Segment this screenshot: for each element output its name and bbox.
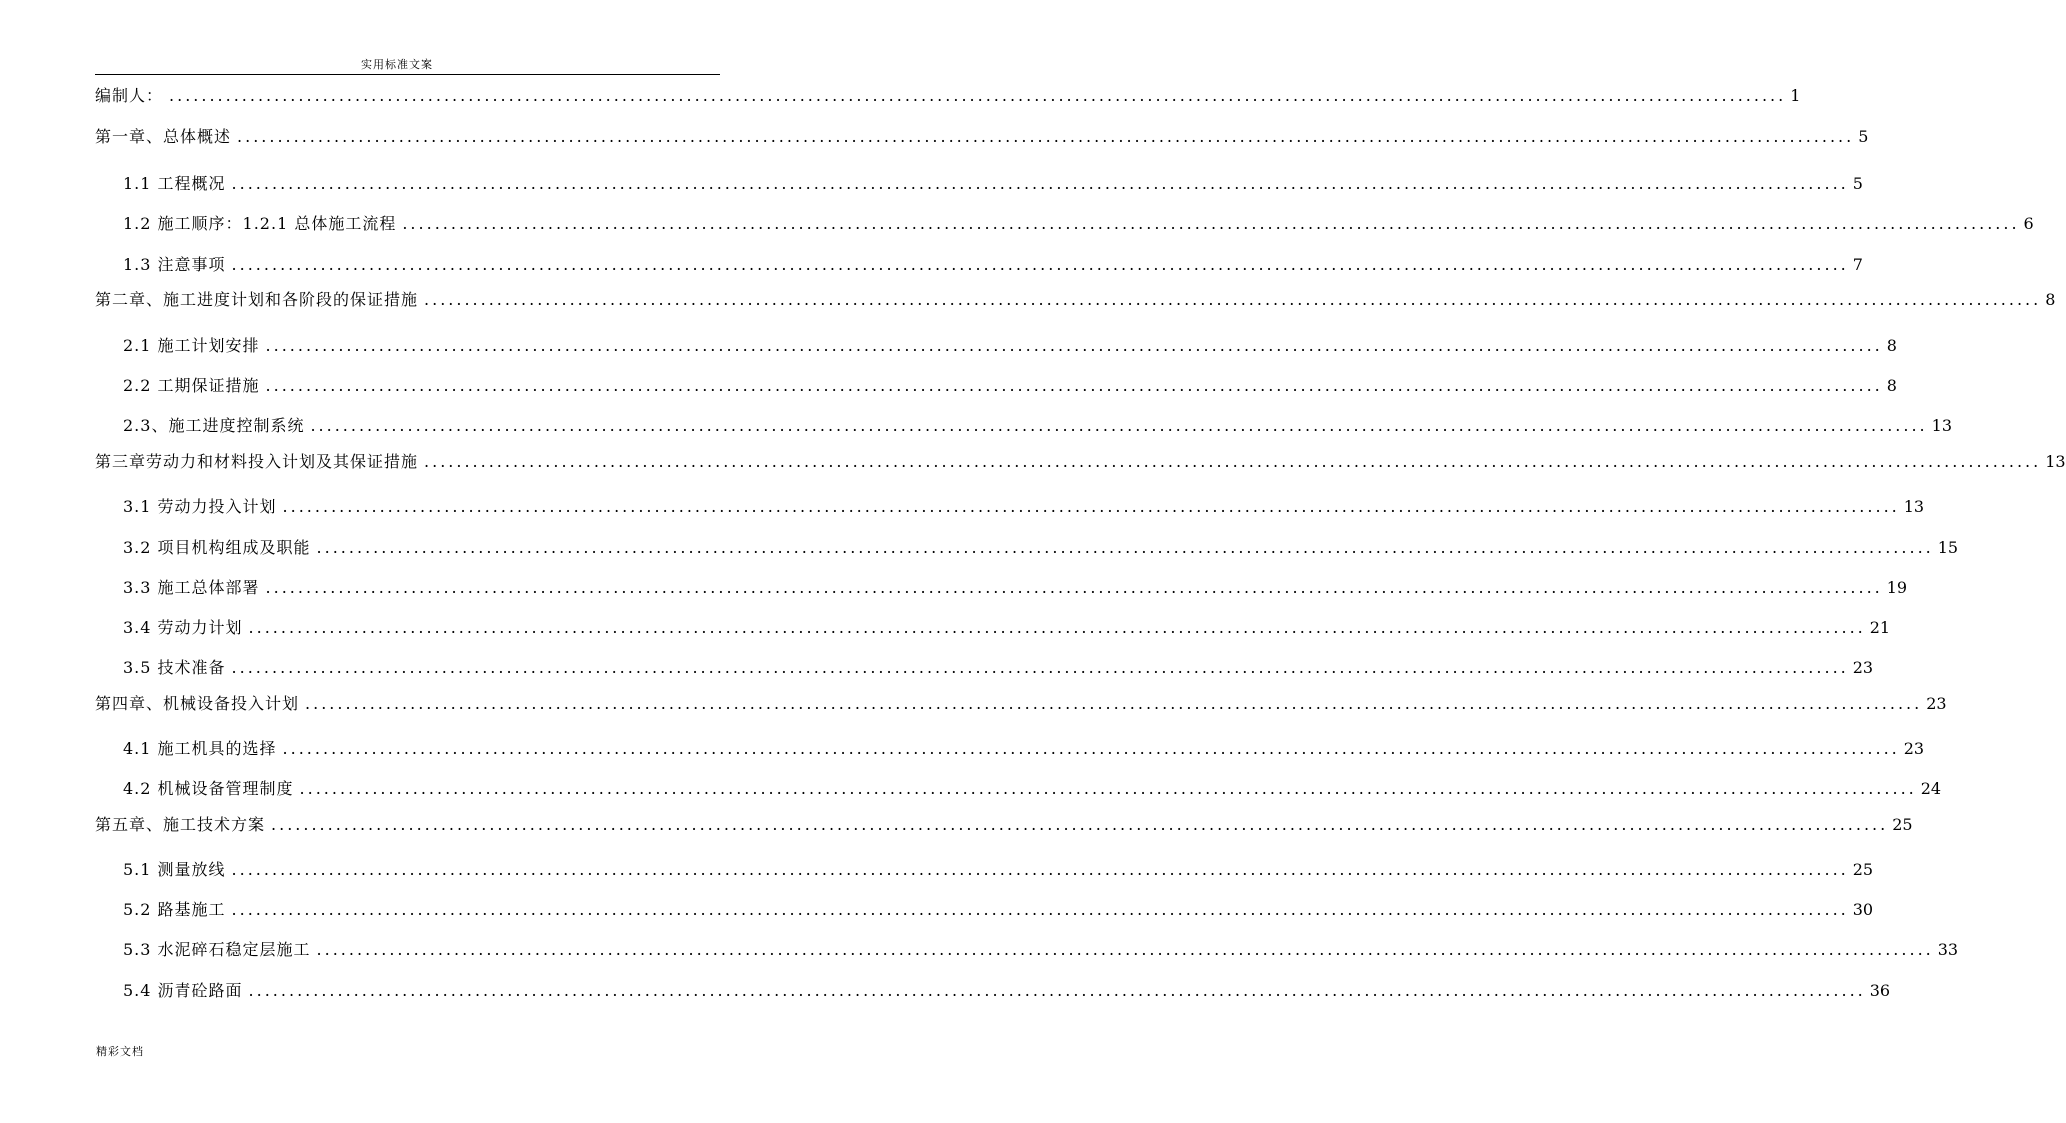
toc-entry-title: 2.1 施工计划安排 [123, 336, 260, 355]
toc-dot-leader: ........................................................................................................................................................................................................ [282, 739, 1900, 758]
toc-entry-title: 2.3、施工进度控制系统 [123, 416, 305, 435]
toc-entry-title: 4.2 机械设备管理制度 [123, 779, 294, 798]
toc-entry-page-number: 13 [1931, 416, 1952, 435]
toc-entry-page-number: 13 [1903, 497, 1925, 516]
toc-entry-page-number: 1 [1790, 86, 1801, 105]
toc-dot-leader: ........................................................................................................................................................................................................ [169, 86, 1787, 105]
toc-entry[interactable] [123, 414, 1952, 438]
toc-entry-page-number: 36 [1869, 981, 1891, 1000]
toc-entry-title: 编制人： [95, 86, 164, 105]
toc-dot-leader: ........................................................................................................................................................................................................ [231, 900, 1849, 919]
toc-entry-title: 5.1 测量放线 [123, 860, 226, 879]
toc-entry-title: 1.2 施工顺序：1.2.1 总体施工流程 [123, 214, 397, 233]
toc-entry-title: 第一章、总体概述 [95, 127, 232, 146]
toc-entry[interactable] [123, 253, 1863, 277]
toc-dot-leader: ........................................................................................................................................................................................................ [231, 658, 1849, 677]
toc-entry-page-number: 7 [1852, 255, 1863, 274]
toc-dot-leader: ........................................................................................................................................................................................................ [265, 578, 1883, 597]
toc-dot-leader: ........................................................................................................................................................................................................ [237, 127, 1855, 146]
toc-dot-leader: ........................................................................................................................................................................................................ [231, 174, 1849, 193]
toc-entry[interactable] [95, 125, 1869, 149]
toc-dot-leader: ........................................................................................................................................................................................................ [402, 214, 2020, 233]
toc-dot-leader: ........................................................................................................................................................................................................ [248, 618, 1866, 637]
toc-entry-page-number: 21 [1869, 618, 1891, 637]
toc-dot-leader: ........................................................................................................................................................................................................ [271, 815, 1889, 834]
toc-entry-title: 3.1 劳动力投入计划 [123, 497, 277, 516]
toc-dot-leader: ........................................................................................................................................................................................................ [316, 940, 1934, 959]
toc-entry-title: 第二章、施工进度计划和各阶段的保证措施 [95, 290, 419, 309]
toc-entry-page-number: 33 [1937, 940, 1959, 959]
toc-entry[interactable] [123, 374, 1897, 398]
toc-entry-title: 2.2 工期保证措施 [123, 376, 260, 395]
toc-dot-leader: ........................................................................................................................................................................................................ [282, 497, 1900, 516]
toc-entry-title: 4.1 施工机具的选择 [123, 739, 277, 758]
toc-entry-title: 1.3 注意事项 [123, 255, 226, 274]
toc-entry[interactable] [95, 288, 2056, 312]
toc-dot-leader: ........................................................................................................................................................................................................ [265, 376, 1883, 395]
toc-entry-page-number: 25 [1892, 815, 1913, 834]
toc-dot-leader: ........................................................................................................................................................................................................ [265, 336, 1883, 355]
toc-dot-leader: ........................................................................................................................................................................................................ [248, 981, 1866, 1000]
toc-dot-leader: ........................................................................................................................................................................................................ [424, 452, 2042, 471]
toc-entry-title: 3.4 劳动力计划 [123, 618, 243, 637]
toc-entry[interactable] [95, 450, 2066, 474]
toc-entry[interactable] [95, 813, 1913, 837]
toc-entry-page-number: 13 [2045, 452, 2066, 471]
toc-entry[interactable] [95, 692, 1947, 716]
toc-entry-page-number: 5 [1858, 127, 1869, 146]
toc-dot-leader: ........................................................................................................................................................................................................ [310, 416, 1928, 435]
toc-entry-title: 第四章、机械设备投入计划 [95, 694, 300, 713]
toc-entry-title: 3.3 施工总体部署 [123, 578, 260, 597]
toc-entry[interactable] [123, 212, 2034, 236]
toc-entry-page-number: 25 [1852, 860, 1874, 879]
toc-entry-page-number: 15 [1937, 538, 1959, 557]
toc-entry[interactable] [123, 737, 1925, 761]
toc-entry-page-number: 8 [1886, 336, 1897, 355]
toc-dot-leader: ........................................................................................................................................................................................................ [424, 290, 2042, 309]
toc-entry-page-number: 23 [1852, 658, 1874, 677]
toc-entry-title: 5.3 水泥碎石稳定层施工 [123, 940, 311, 959]
toc-entry-page-number: 23 [1926, 694, 1947, 713]
toc-entry-title: 1.1 工程概况 [123, 174, 226, 193]
toc-entry-page-number: 8 [2045, 290, 2056, 309]
toc-entry[interactable] [123, 616, 1891, 640]
toc-entry-page-number: 5 [1852, 174, 1863, 193]
page-footer: 精彩文档 [96, 1045, 144, 1058]
toc-entry[interactable] [123, 979, 1891, 1003]
toc-entry-title: 3.5 技术准备 [123, 658, 226, 677]
toc-entry[interactable] [123, 858, 1874, 882]
toc-entry[interactable] [123, 656, 1874, 680]
toc-entry[interactable] [123, 576, 1908, 600]
toc-entry-title: 3.2 项目机构组成及职能 [123, 538, 311, 557]
page-header: 实用标准文案 [361, 58, 433, 71]
toc-dot-leader: ........................................................................................................................................................................................................ [231, 255, 1849, 274]
toc-entry[interactable] [123, 938, 1959, 962]
toc-entry-title: 第三章劳动力和材料投入计划及其保证措施 [95, 452, 419, 471]
toc-entry[interactable] [95, 84, 1801, 108]
toc-entry[interactable] [123, 536, 1959, 560]
toc-entry-title: 5.2 路基施工 [123, 900, 226, 919]
toc-entry-page-number: 6 [2023, 214, 2034, 233]
toc-dot-leader: ........................................................................................................................................................................................................ [231, 860, 1849, 879]
toc-dot-leader: ........................................................................................................................................................................................................ [299, 779, 1917, 798]
toc-entry-page-number: 23 [1903, 739, 1925, 758]
toc-entry[interactable] [123, 898, 1874, 922]
toc-dot-leader: ........................................................................................................................................................................................................ [316, 538, 1934, 557]
toc-entry[interactable] [123, 172, 1863, 196]
toc-entry[interactable] [123, 777, 1942, 801]
toc-entry-page-number: 30 [1852, 900, 1874, 919]
toc-entry-title: 第五章、施工技术方案 [95, 815, 266, 834]
toc-entry-title: 5.4 沥青砼路面 [123, 981, 243, 1000]
toc-entry-page-number: 8 [1886, 376, 1897, 395]
toc-entry[interactable] [123, 495, 1925, 519]
toc-dot-leader: ........................................................................................................................................................................................................ [305, 694, 1923, 713]
toc-entry[interactable] [123, 334, 1897, 358]
toc-entry-page-number: 24 [1920, 779, 1942, 798]
toc-entry-page-number: 19 [1886, 578, 1908, 597]
